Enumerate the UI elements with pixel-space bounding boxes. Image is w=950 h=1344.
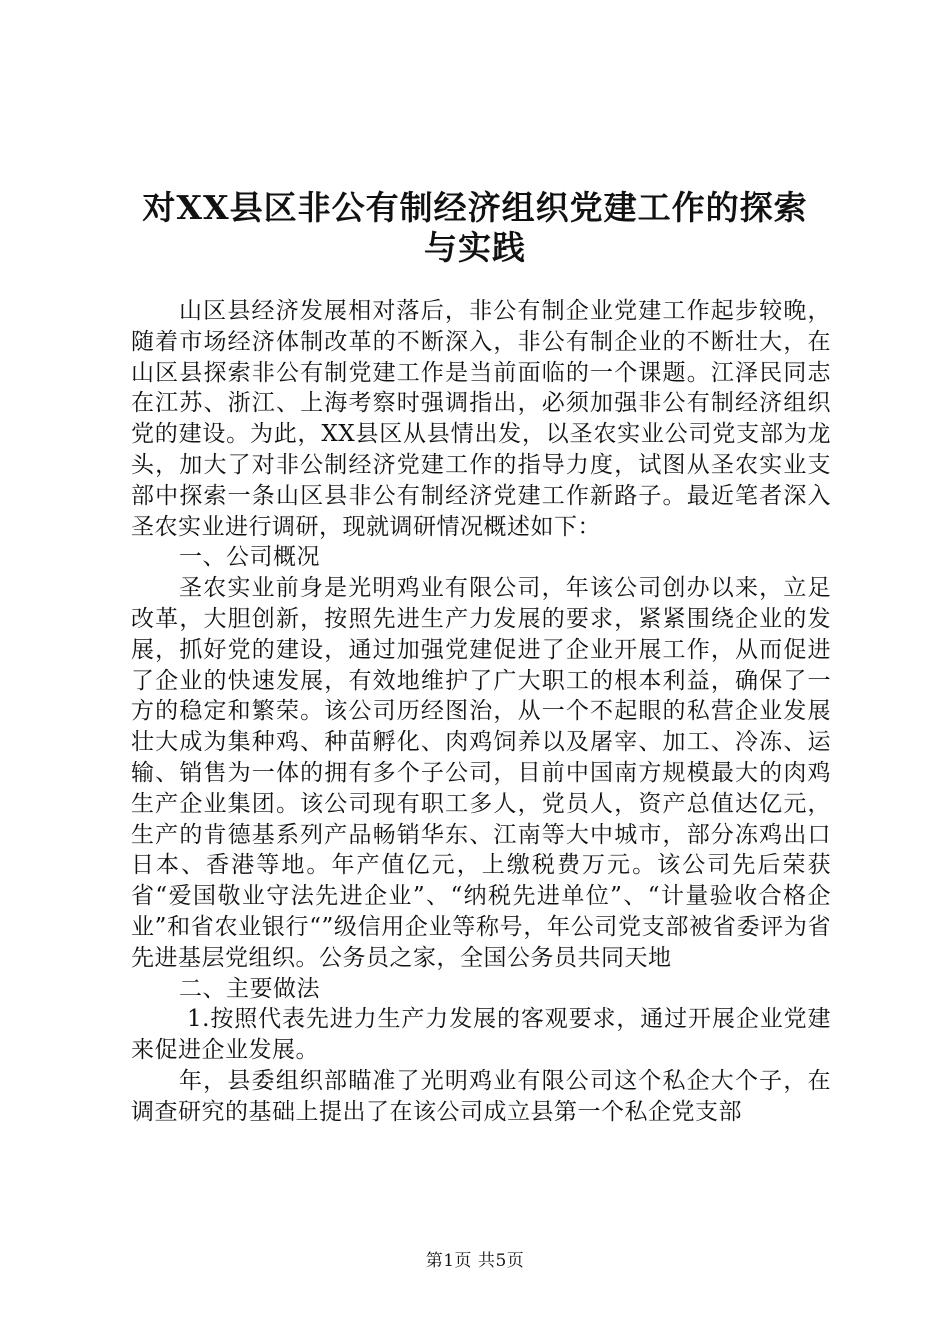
subpoint-1-paragraph: 1.按照代表先进力生产力发展的客观要求，通过开展企业党建来促进企业发展。 — [131, 1006, 831, 1064]
document-body — [131, 296, 831, 1128]
page-number-footer: 第1页 共5页 — [425, 1251, 525, 1271]
company-overview-paragraph: 圣农实业前身是光明鸡业有限公司，年该公司创办以来，立足改革，大胆创新，按照先进生产力发展的要求，紧紧围绕企业的发展，抓好党的建设，通过加强党建促进了企业开展工作，从而促进了企业的快速发展，有效地维护了广大职工的根本利益，确保了一方的稳定和繁荣。该公司历经图治，从一个不起眼的私营企业发展壮大成为集种鸡、种苗孵化、肉鸡饲养以及屠宰、加工、冷冻、运输、销售为一体的拥有多个子公司，目前中国南方规模最大的肉鸡生产企业集团。该公司现有职工多人，党员人，资产总值达亿元，生产的肯德基系列产品畅销华东、江南等大中城市，部分冻鸡出口日本、香港等地。年产值亿元，上缴税费万元。该公司先后荣获省“爱国敬业守法先进企业”、“纳税先进单位”、“计量验收合格企业”和省农业银行“”级信用企业等称号，年公司党支部被省委评为省先进基层党组织。公务员之家，全国公务员共同天地 — [131, 575, 831, 971]
section-heading-main-practices: 二、主要做法 — [179, 975, 320, 1002]
practice-detail-paragraph: 年，县委组织部瞄准了光明鸡业有限公司这个私企大个子，在调查研究的基础上提出了在该公司成立县第一个私企党支部 — [131, 1067, 831, 1125]
section-heading-company-overview: 一、公司概况 — [179, 544, 320, 571]
document-title-line-1: 对XX县区非公有制经济组织党建工作的探索 — [142, 188, 808, 227]
document-title-line-2: 与实践 — [424, 228, 526, 267]
intro-paragraph: 山区县经济发展相对落后，非公有制企业党建工作起步较晚，随着市场经济体制改革的不断深入，非公有制企业的不断壮大，在山区县探索非公有制党建工作是当前面临的一个课题。江泽民同志在江苏、浙江、上海考察时强调指出，必须加强非公有制经济组织党的建设。为此，XX县区从县情出发，以圣农实业公司党支部为龙头，加大了对非公制经济党建工作的指导力度，试图从圣农实业支部中探索一条山区县非公有制经济党建工作新路子。最近笔者深入圣农实业进行调研，现就调研情况概述如下： — [131, 298, 831, 540]
